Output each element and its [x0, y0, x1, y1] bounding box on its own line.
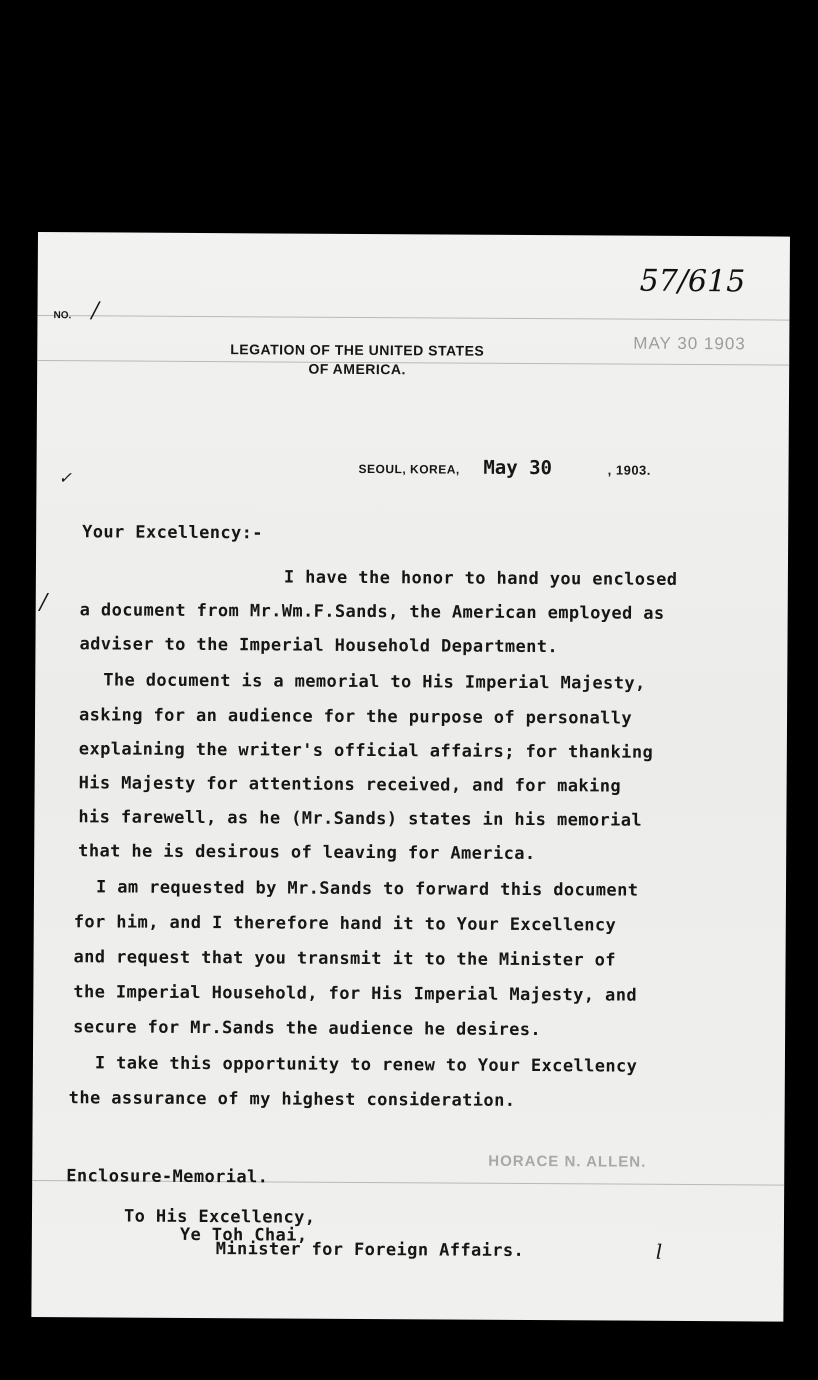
addressee-line-3: Minister for Foreign Affairs.	[215, 1239, 525, 1261]
body-line: for him, and I therefore hand it to Your Excellency	[73, 912, 617, 936]
received-date-stamp: MAY 30 1903	[633, 333, 746, 354]
body-line: His Majesty for attentions received, and for making	[78, 773, 622, 797]
addressee-line-1: To His Excellency,	[123, 1206, 316, 1228]
letter-sheet	[31, 232, 790, 1322]
letterhead	[187, 341, 527, 378]
letterhead-line-1: LEGATION OF THE UNITED STATES	[230, 341, 485, 359]
addressee-block	[124, 1207, 525, 1261]
body-line: the assurance of my highest consideration.	[68, 1088, 516, 1111]
body-line: The document is a memorial to His Imperial Majesty,	[103, 670, 646, 694]
body-line: his farewell, as he (Mr.Sands) states in his memorial	[78, 807, 643, 831]
enclosure-note: Enclosure-Memorial.	[66, 1166, 269, 1188]
margin-mark-bottom: l	[655, 1239, 663, 1264]
number-value: /	[91, 298, 100, 324]
number-label: NO.	[53, 310, 72, 322]
body-line: I am requested by Mr.Sands to forward this document	[95, 877, 639, 901]
dateline-place: SEOUL, KOREA,	[358, 461, 460, 477]
letterhead-line-2: OF AMERICA.	[308, 360, 406, 378]
body-line: secure for Mr.Sands the audience he desires.	[73, 1017, 542, 1041]
ruled-line	[37, 315, 789, 321]
addressee-line-2: Ye Toh Chai,	[179, 1224, 308, 1246]
body-line: adviser to the Imperial Household Department.	[79, 634, 559, 658]
margin-tick: /	[39, 590, 48, 616]
dateline-year: , 1903.	[607, 462, 651, 478]
body-line: the Imperial Household, for His Imperial Majesty, and	[73, 982, 638, 1006]
signature: HORACE N. ALLEN.	[488, 1152, 647, 1171]
dateline	[359, 456, 652, 480]
body-line: asking for an audience for the purpose of personally	[78, 705, 633, 729]
body-line: I have the honor to hand you enclosed	[283, 567, 678, 590]
body-line: that he is desirous of leaving for America.	[78, 841, 536, 865]
body-line: and request that you transmit it to the Minister of	[73, 947, 617, 971]
margin-mark: ✓	[58, 468, 72, 488]
dateline-month-day: May 30	[483, 456, 553, 480]
body-line: a document from Mr.Wm.F.Sands, the American employed as	[79, 600, 665, 624]
salutation: Your Excellency:-	[82, 522, 264, 544]
body-line: explaining the writer's official affairs; for thanking	[78, 739, 654, 763]
body-line: I take this opportunity to renew to Your Excellency	[94, 1053, 638, 1077]
file-number: 57/615	[639, 263, 746, 300]
